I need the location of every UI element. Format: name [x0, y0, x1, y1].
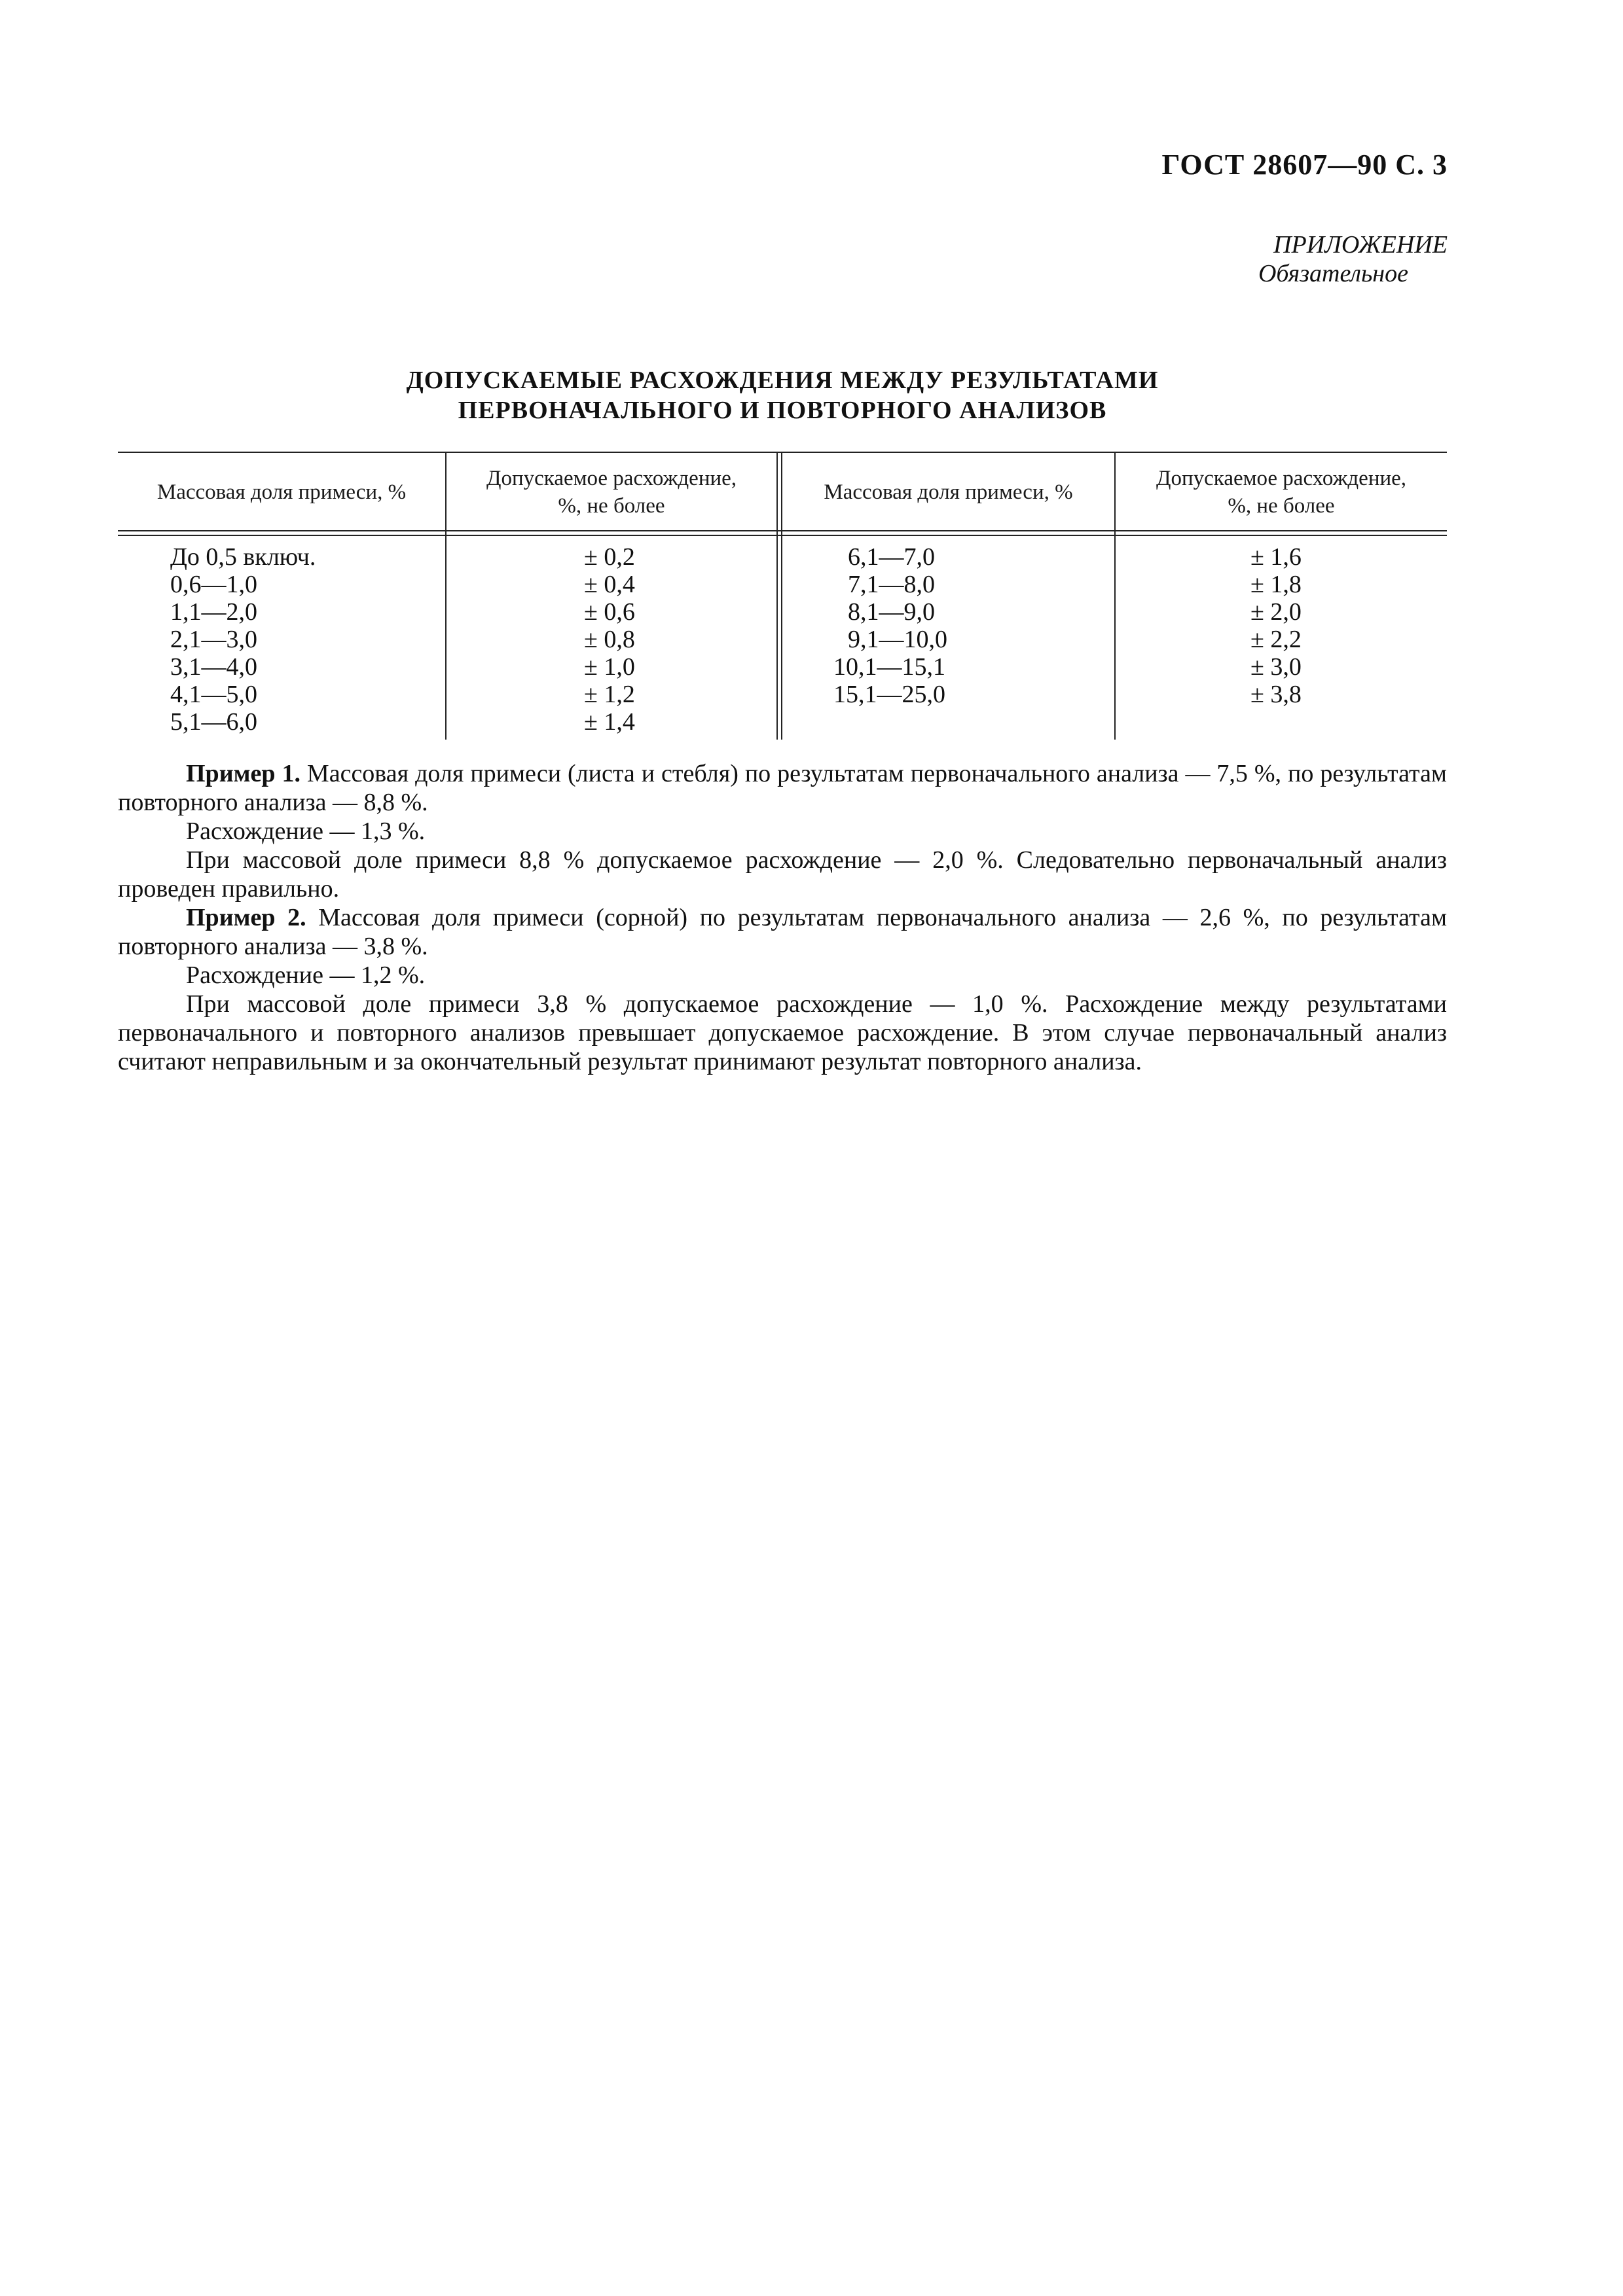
table-cell: ± 2,0	[1250, 598, 1302, 626]
example-1-paragraph	[118, 759, 1447, 817]
table-cell: ± 3,0	[1250, 653, 1302, 681]
column-divider-double-a	[776, 452, 778, 740]
title-line-1: ДОПУСКАЕМЫЕ РАСХОЖДЕНИЯ МЕЖДУ РЕЗУЛЬТАТАМИ	[406, 367, 1159, 394]
table-title	[118, 365, 1447, 425]
header-mass-left: Массовая доля примеси, %	[156, 480, 407, 504]
table-cell: ± 2,2	[1250, 626, 1302, 653]
example-2-paragraph	[118, 903, 1447, 961]
examples-text	[118, 759, 1447, 1076]
table-cell: ± 0,2	[584, 543, 635, 571]
header-mass-right: Массовая доля примеси, %	[824, 480, 1073, 504]
table-cell: 2,1—3,0	[170, 626, 257, 653]
table-cell: 1,1—2,0	[170, 598, 257, 626]
example-1-text: Массовая доля примеси (листа и стебля) по результатам первоначального анализа — 7,5 %, по результатам повторного анализа — 8,8 %.	[118, 760, 1447, 816]
appendix-block	[1258, 230, 1448, 288]
example-2-diff: Расхождение — 1,2 %.	[186, 961, 426, 989]
example-1-conclusion: При массовой доле примеси 8,8 % допускаемое расхождение — 2,0 %. Следовательно первоначальный анализ проведен правильно.	[118, 846, 1447, 903]
table-cell: 6,1—7,0	[848, 543, 935, 571]
table-cell: 4,1—5,0	[170, 681, 257, 708]
table-cell: ± 3,8	[1250, 681, 1302, 708]
table-cell: 0,6—1,0	[170, 571, 257, 598]
table-cell: ± 1,8	[1250, 571, 1302, 598]
appendix-label: ПРИЛОЖЕНИЕ	[1273, 231, 1448, 259]
column-allow-right	[1250, 543, 1302, 708]
table-cell: 8,1—9,0	[848, 598, 935, 626]
table-cell: До 0,5 включ.	[170, 543, 316, 571]
appendix-note: Обязательное	[1258, 260, 1408, 287]
page-header: ГОСТ 28607—90 С. 3	[1161, 149, 1448, 181]
header-allow-left-line2: %, не более	[558, 494, 665, 518]
table-top-rule	[118, 452, 1447, 453]
header-allow-right-line1: Допускаемое расхождение,	[1156, 467, 1407, 490]
header-allow-right-line2: %, не более	[1228, 494, 1335, 518]
column-mass-left	[170, 543, 316, 736]
table-cell: 5,1—6,0	[170, 708, 257, 736]
table-cell: ± 1,4	[584, 708, 635, 736]
table-cell: ± 0,6	[584, 598, 635, 626]
table-cell: ± 0,8	[584, 626, 635, 653]
table-cell: ± 1,0	[584, 653, 635, 681]
table-cell: ± 0,4	[584, 571, 635, 598]
table-cell: ± 1,6	[1250, 543, 1302, 571]
example-2-label: Пример 2.	[186, 904, 306, 931]
header-allow-left	[447, 459, 776, 525]
title-line-2: ПЕРВОНАЧАЛЬНОГО И ПОВТОРНОГО АНАЛИЗОВ	[458, 397, 1107, 424]
header-rule-2	[118, 535, 1447, 536]
header-allow-right	[1116, 459, 1447, 525]
column-mass-right	[833, 543, 947, 708]
header-rule-1	[118, 530, 1447, 531]
table-cell: 3,1—4,0	[170, 653, 257, 681]
column-allow-left	[584, 543, 635, 736]
header-allow-left-line1: Допускаемое расхождение,	[486, 467, 737, 490]
example-2-conclusion: При массовой доле примеси 3,8 % допускаемое расхождение — 1,0 %. Расхождение между результатами первоначального и повторного анализов превышает допускаемое расхождение. В этом случае первоначальный анализ считают неправильным и за окончательный результат принимают результат повторного анализа.	[118, 990, 1447, 1075]
discrepancy-table	[118, 452, 1447, 740]
table-cell: 9,1—10,0	[848, 626, 947, 653]
table-cell: 10,1—15,1	[833, 653, 945, 681]
table-cell: 7,1—8,0	[848, 571, 935, 598]
example-2-text: Массовая доля примеси (сорной) по результатам первоначального анализа — 2,6 %, по результатам повторного анализа — 3,8 %.	[118, 904, 1447, 960]
table-cell: 15,1—25,0	[833, 681, 945, 708]
example-1-label: Пример 1.	[186, 760, 301, 787]
example-1-diff: Расхождение — 1,3 %.	[186, 817, 426, 845]
table-cell: ± 1,2	[584, 681, 635, 708]
